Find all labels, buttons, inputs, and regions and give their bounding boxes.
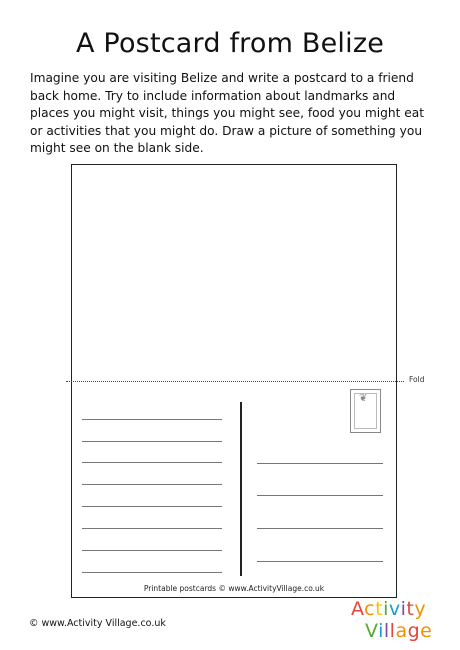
logo-letter: c <box>364 598 376 620</box>
logo-letter: l <box>383 620 390 642</box>
logo-letter: e <box>420 620 433 642</box>
message-line[interactable] <box>82 528 222 529</box>
stamp-bird-icon: ❦ <box>359 393 368 404</box>
logo-letter: i <box>400 598 407 620</box>
message-line[interactable] <box>82 419 222 420</box>
logo-letter: a <box>395 620 408 642</box>
logo-letter: i <box>383 598 389 620</box>
message-line[interactable] <box>82 572 222 573</box>
logo-word-village <box>365 622 441 641</box>
logo-letter: A <box>351 598 365 620</box>
instructions-text: Imagine you are visiting Belize and write a postcard to a friend back home. Try to include information about landmarks and places you might visit, things you might see, food you might eat or activities that you might do. Draw a picture of something you might see on the blank side. <box>30 71 425 155</box>
logo-letter: t <box>375 598 384 620</box>
message-line[interactable] <box>82 462 222 463</box>
activity-village-logo <box>351 600 441 644</box>
address-line[interactable] <box>257 528 383 529</box>
stamp-icon <box>350 389 381 433</box>
message-line[interactable] <box>82 484 222 485</box>
logo-letter: i <box>378 620 384 642</box>
postcard-divider <box>240 402 242 576</box>
logo-letter: V <box>365 620 379 642</box>
page-title: A Postcard from Belize <box>75 28 385 59</box>
fold-line <box>66 381 404 382</box>
logo-word-activity <box>351 600 441 619</box>
fold-label: Fold <box>409 375 425 384</box>
address-line[interactable] <box>257 561 383 562</box>
logo-letter: g <box>407 620 421 642</box>
message-line[interactable] <box>82 441 222 442</box>
address-line[interactable] <box>257 495 383 496</box>
logo-letter: y <box>414 598 427 620</box>
message-line[interactable] <box>82 550 222 551</box>
postcard-credit: Printable postcards © www.ActivityVillage.co.uk <box>143 584 325 593</box>
logo-letter: l <box>389 620 396 642</box>
message-line[interactable] <box>82 506 222 507</box>
copyright-text: © www.Activity Village.co.uk <box>29 618 166 629</box>
logo-letter: v <box>388 598 401 620</box>
logo-letter: t <box>406 598 415 620</box>
address-line[interactable] <box>257 463 383 464</box>
